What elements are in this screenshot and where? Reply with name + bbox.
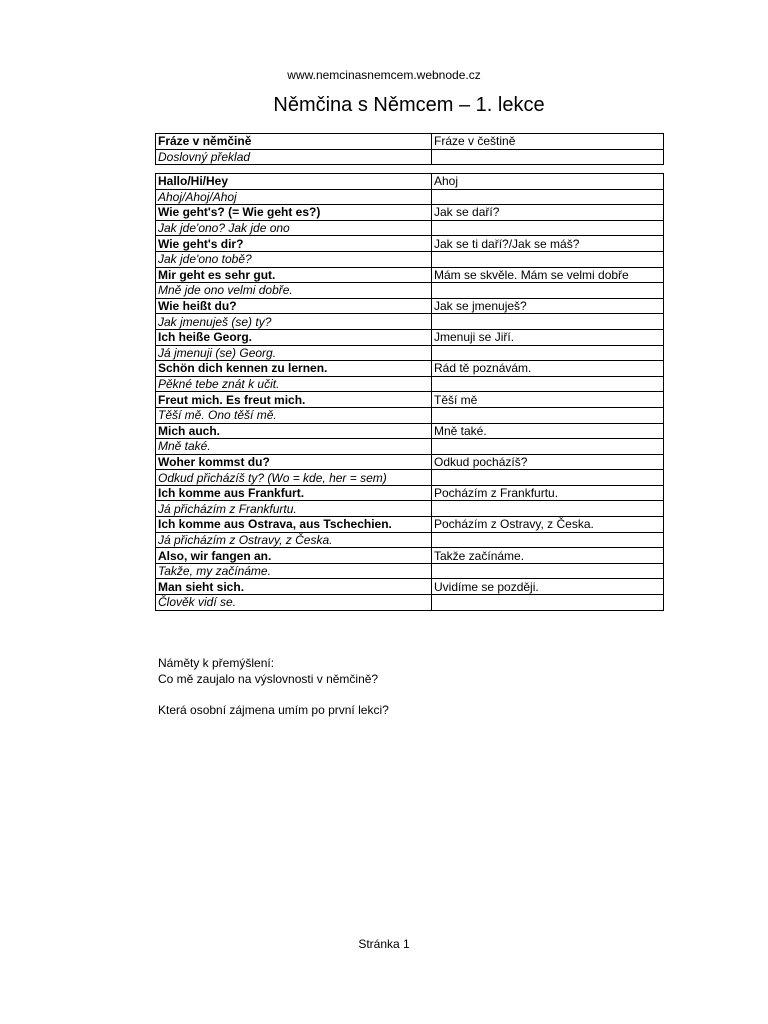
table-row [156,485,664,501]
legend-row-main [156,134,664,150]
literal-translation: Jak jmenuješ (se) ty? [156,314,432,330]
empty-cell [432,220,664,236]
table-row [156,376,664,392]
czech-translation: Těší mě [432,392,664,408]
table-row [156,220,664,236]
table-row [156,579,664,595]
german-phrase: Freut mich. Es freut mich. [156,392,432,408]
german-phrase: Wie heißt du? [156,298,432,314]
empty-cell [432,251,664,267]
empty-cell [432,407,664,423]
notes-question-pronouns: Která osobní zájmena umím po první lekci? [158,702,389,717]
literal-translation: Mně jde ono velmi dobře. [156,283,432,299]
legend-german: Fráze v němčině [156,134,432,150]
legend-czech: Fráze v češtině [432,134,664,150]
literal-translation: Těší mě. Ono těší mě. [156,407,432,423]
legend-literal: Doslovný překlad [156,149,432,165]
table-row [156,532,664,548]
czech-translation: Rád tě poznávám. [432,361,664,377]
german-phrase: Schön dich kennen zu lernen. [156,361,432,377]
literal-translation: Já přicházím z Ostravy, z Česka. [156,532,432,548]
czech-translation: Takže začínáme. [432,548,664,564]
table-row [156,283,664,299]
notes-spacer [158,687,389,703]
phrase-table [155,173,664,611]
czech-translation: Jmenuji se Jiří. [432,329,664,345]
literal-translation: Mně také. [156,439,432,455]
empty-cell [432,283,664,299]
notes-question-pronunciation: Co mě zaujalo na výslovnosti v němčině? [158,671,379,686]
table-row [156,454,664,470]
empty-cell [432,501,664,517]
german-phrase: Ich komme aus Frankfurt. [156,485,432,501]
empty-cell [432,439,664,455]
site-url: www.nemcinasnemcem.webnode.cz [287,68,481,82]
table-row [156,501,664,517]
table-row [156,205,664,221]
table-row [156,174,664,190]
literal-translation: Jak jde'ono tobě? [156,251,432,267]
page-title: Němčina s Němcem – 1. lekce [273,94,545,116]
german-phrase: Wie geht's? (= Wie geht es?) [156,205,432,221]
czech-translation: Ahoj [432,174,664,190]
table-row [156,345,664,361]
empty-cell [432,189,664,205]
empty-cell [432,595,664,611]
table-row [156,423,664,439]
czech-translation: Uvidíme se později. [432,579,664,595]
german-phrase: Hallo/Hi/Hey [156,174,432,190]
table-row [156,595,664,611]
german-phrase: Ich komme aus Ostrava, aus Tschechien. [156,517,432,533]
literal-translation: Člověk vidí se. [156,595,432,611]
czech-translation: Pocházím z Ostravy, z Česka. [432,517,664,533]
table-row [156,251,664,267]
empty-cell [432,314,664,330]
german-phrase: Wie geht's dir? [156,236,432,252]
table-row [156,361,664,377]
legend-empty-cell [432,149,664,165]
literal-translation: Ahoj/Ahoj/Ahoj [156,189,432,205]
czech-translation: Mně také. [432,423,664,439]
reflection-notes [158,656,389,718]
table-row [156,314,664,330]
table-row [156,267,664,283]
german-phrase: Mich auch. [156,423,432,439]
german-phrase: Also, wir fangen an. [156,548,432,564]
page-number: Stránka 1 [358,937,410,951]
table-row [156,517,664,533]
empty-cell [432,563,664,579]
empty-cell [432,470,664,486]
literal-translation: Jak jde'ono? Jak jde ono [156,220,432,236]
empty-cell [432,376,664,392]
czech-translation: Jak se ti daří?/Jak se máš? [432,236,664,252]
table-row [156,548,664,564]
czech-translation: Pocházím z Frankfurtu. [432,485,664,501]
literal-translation: Takže, my začínáme. [156,563,432,579]
czech-translation: Jak se jmenuješ? [432,298,664,314]
phrase-table-body [156,174,664,611]
german-phrase: Ich heiße Georg. [156,329,432,345]
legend-row-literal [156,149,664,165]
table-row [156,329,664,345]
literal-translation: Odkud přicházíš ty? (Wo = kde, her = sem) [156,470,432,486]
literal-translation: Já přicházím z Frankfurtu. [156,501,432,517]
czech-translation: Mám se skvěle. Mám se velmi dobře [432,267,664,283]
table-row [156,392,664,408]
table-row [156,298,664,314]
literal-translation: Já jmenuji (se) Georg. [156,345,432,361]
table-row [156,563,664,579]
german-phrase: Man sieht sich. [156,579,432,595]
table-row [156,439,664,455]
czech-translation: Odkud pocházíš? [432,454,664,470]
german-phrase: Mir geht es sehr gut. [156,267,432,283]
table-row [156,236,664,252]
empty-cell [432,345,664,361]
empty-cell [432,532,664,548]
table-row [156,470,664,486]
literal-translation: Pěkné tebe znát k učit. [156,376,432,392]
table-row [156,407,664,423]
notes-heading: Náměty k přemýšlení: [158,656,275,670]
column-legend-table [155,133,664,165]
german-phrase: Woher kommst du? [156,454,432,470]
table-row [156,189,664,205]
czech-translation: Jak se daří? [432,205,664,221]
